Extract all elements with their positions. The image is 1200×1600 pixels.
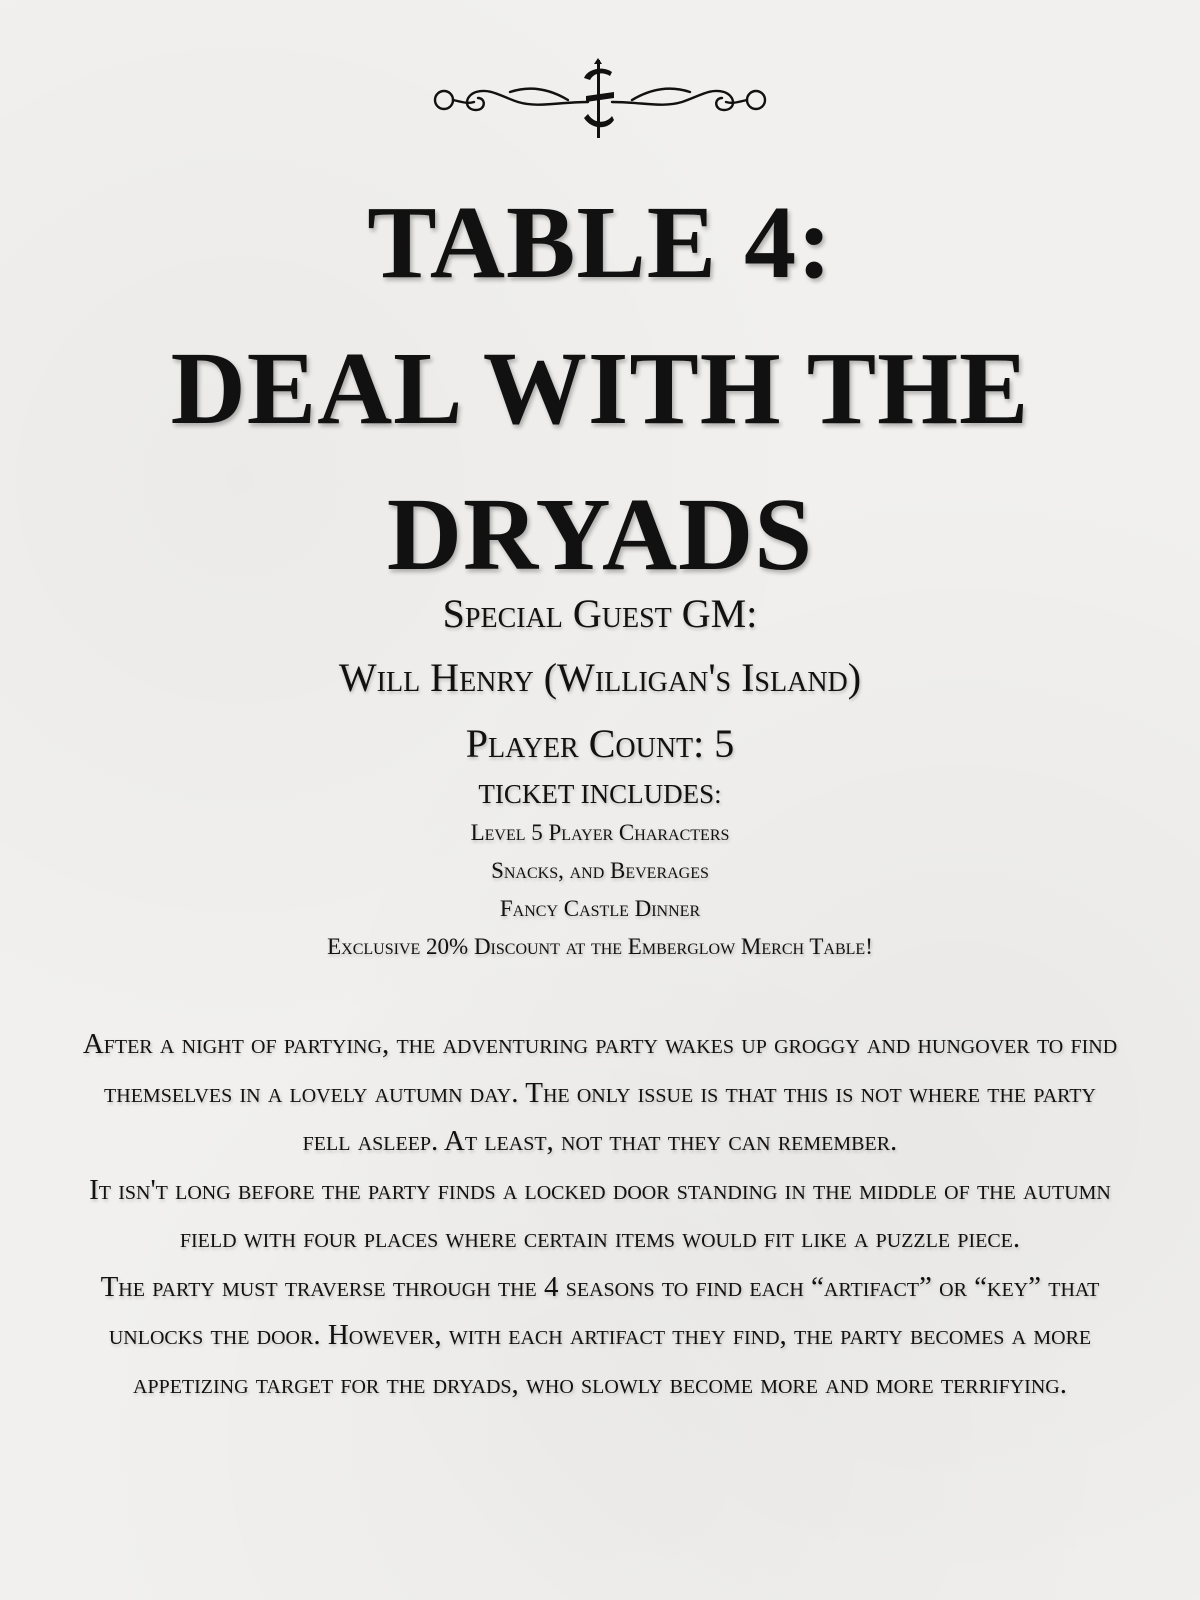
gm-name: Will Henry (Willigan's Island) (338, 655, 862, 700)
description-paragraph: The party must traverse through the 4 seasons to find each “artifact” or “key” that unlocks the door. However, with each artifact they find, the party becomes a more appetizing target for the dryads, who slowly become more and more terrifying. (100, 1270, 1100, 1400)
include-item: Fancy Castle Dinner (499, 896, 701, 921)
event-description (80, 1020, 1120, 1408)
title-line-1: TABLE 4: (367, 185, 833, 300)
ticket-includes-heading: TICKET INCLUDES: (478, 779, 722, 809)
include-item: Level 5 Player Characters (470, 820, 730, 845)
player-count: Player Count: 5 (465, 721, 735, 766)
include-item: Snacks, and Beverages (491, 858, 709, 883)
title-line-2: DEAL WITH THE (170, 331, 1030, 446)
include-item: Exclusive 20% Discount at the Emberglow Merch Table! (327, 934, 873, 959)
guest-gm-label: Special Guest GM: (442, 591, 758, 636)
description-paragraph: After a night of partying, the adventuring party wakes up groggy and hungover to find themselves in a lovely autumn day. The only issue is that this is not where the party fell asleep. At least, not that they can remember. (82, 1028, 1118, 1157)
flourish-monogram-icon (428, 58, 772, 142)
title-line-3: DRYADS (386, 477, 814, 592)
description-paragraph: It isn't long before the party finds a locked door standing in the middle of the autumn field with four places where certain items would fit like a puzzle piece. (89, 1173, 1111, 1254)
